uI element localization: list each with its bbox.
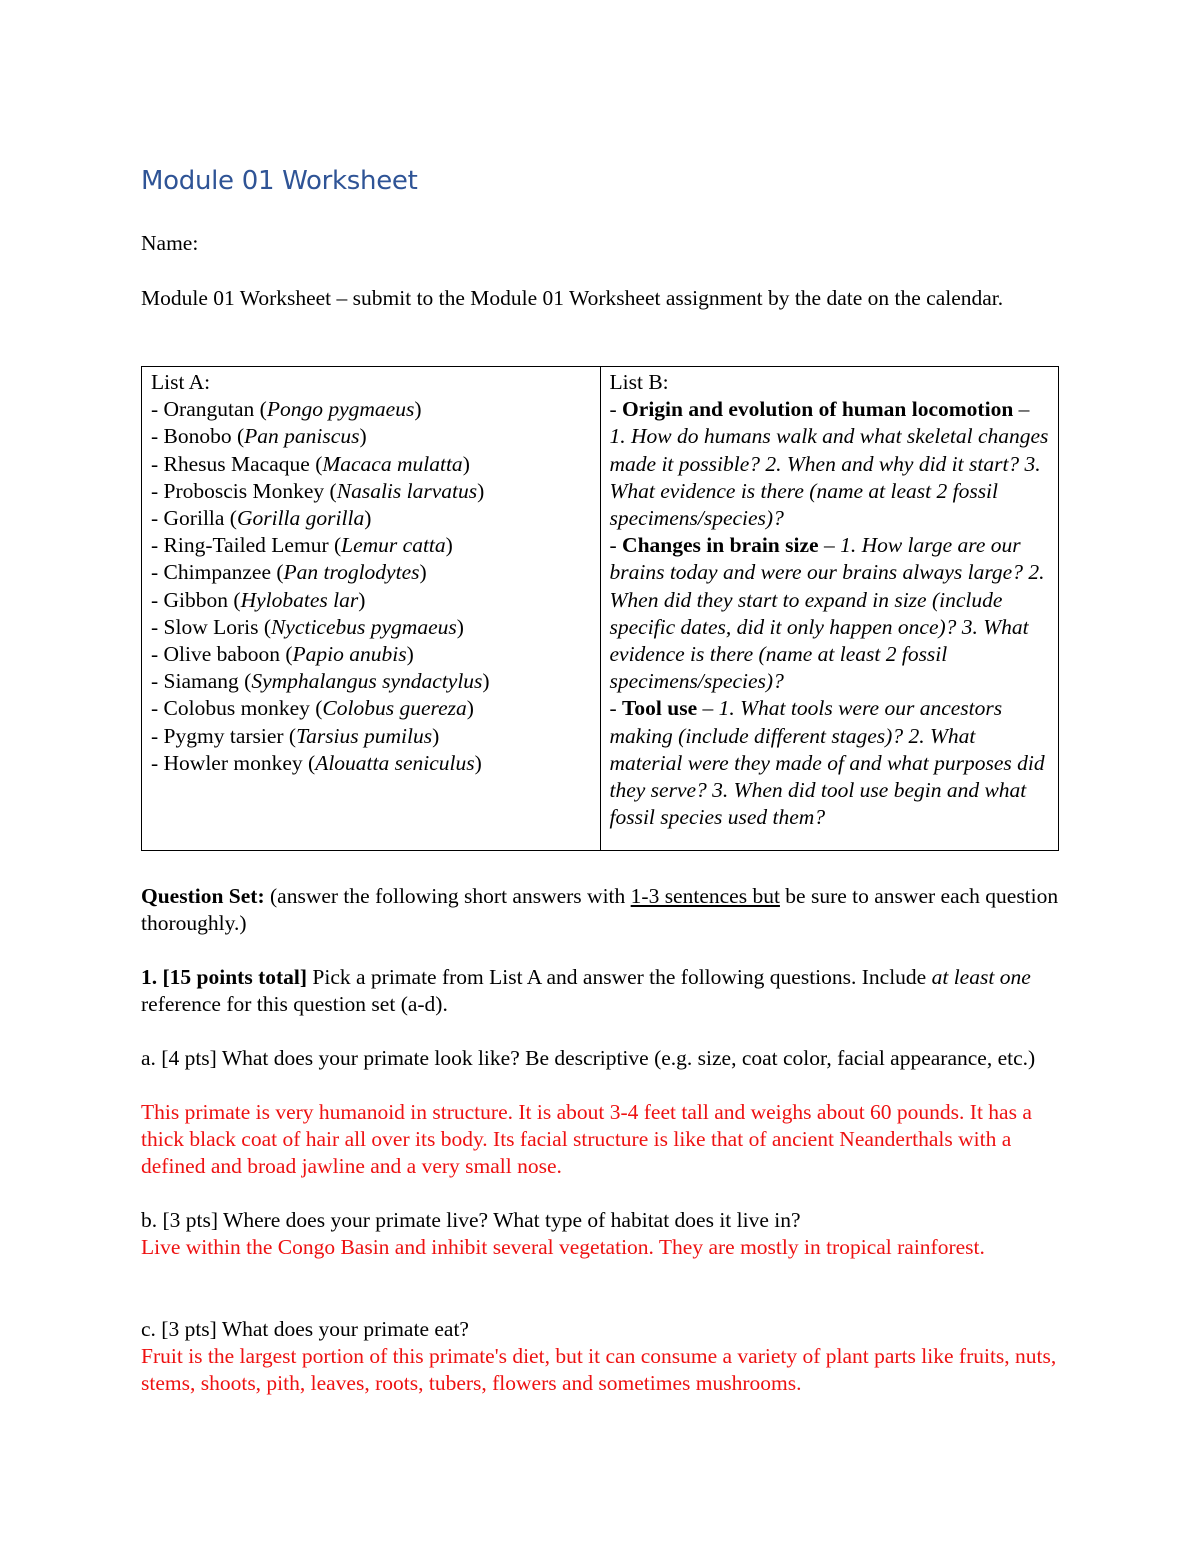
primate-common-name: - Proboscis Monkey ( <box>151 478 337 503</box>
primate-latin-name: Tarsius pumilus <box>296 723 433 748</box>
primate-close-paren: ) <box>406 642 414 667</box>
list-a-item <box>151 451 592 478</box>
list-a-item <box>151 532 592 559</box>
primate-common-name: - Colobus monkey ( <box>151 696 323 721</box>
primate-close-paren: ) <box>414 397 422 422</box>
topic-dash: - <box>609 696 623 721</box>
primate-latin-name: Colobus guereza <box>322 696 467 721</box>
primate-latin-name: Symphalangus syndactylus <box>251 669 483 694</box>
primate-common-name: - Ring-Tailed Lemur ( <box>151 533 342 558</box>
topic-title: Changes in brain size <box>622 533 819 558</box>
list-a-item <box>151 396 592 423</box>
primate-close-paren: ) <box>419 560 427 585</box>
list-a-item <box>151 614 592 641</box>
list-a-item <box>151 478 592 505</box>
topic-dash: - <box>609 533 623 558</box>
question-b: b. [3 pts] Where does your primate live? What type of habitat does it live in? <box>141 1208 801 1232</box>
list-b-cell <box>600 367 1059 851</box>
primate-close-paren: ) <box>432 723 440 748</box>
list-a-item <box>151 723 592 750</box>
primate-common-name: - Pygmy tarsier ( <box>151 723 297 748</box>
list-b-items <box>610 396 1051 831</box>
list-a-item <box>151 587 592 614</box>
primate-latin-name: Gorilla gorilla <box>236 506 365 531</box>
topic-dash: - <box>609 397 623 422</box>
list-a-item <box>151 668 592 695</box>
question-1-text-after: reference for this question set (a-d). <box>141 992 448 1016</box>
primate-latin-name: Nycticebus pygmaeus <box>271 614 457 639</box>
primate-latin-name: Alouatta seniculus <box>315 750 475 775</box>
list-a-item <box>151 750 592 777</box>
question-set-text-before: (answer the following short answers with <box>264 884 631 908</box>
primate-close-paren: ) <box>456 614 464 639</box>
topic-separator: – <box>1013 397 1030 422</box>
topic-separator: – <box>818 533 841 558</box>
primate-latin-name: Pan paniscus <box>244 424 360 449</box>
question-c: c. [3 pts] What does your primate eat? <box>141 1317 469 1341</box>
primate-latin-name: Pan troglodytes <box>283 560 420 585</box>
answer-c: Fruit is the largest portion of this primate's diet, but it can consume a variety of plant parts like fruits, nuts, stems, shoots, pith, leaves, roots, tubers, flowers and sometimes mushrooms. <box>141 1344 1057 1395</box>
list-b-topic <box>610 396 1051 532</box>
primate-common-name: - Chimpanzee ( <box>151 560 284 585</box>
list-a-cell <box>142 367 601 851</box>
primate-close-paren: ) <box>466 696 474 721</box>
question-1-text-before: Pick a primate from List A and answer the following questions. Include <box>307 965 932 989</box>
primate-common-name: - Olive baboon ( <box>151 642 293 667</box>
answer-a: This primate is very humanoid in structure. It is about 3-4 feet tall and weighs about 60 pounds. It has a thick black coat of hair all over its body. Its facial structure is like that of ancient Neanderthals with a defined and broad jawline and a very small nose. <box>141 1100 1032 1178</box>
primate-close-paren: ) <box>445 533 453 558</box>
list-a-heading: List A: <box>151 370 211 394</box>
primate-common-name: - Gorilla ( <box>151 506 237 531</box>
question-set-underlined: 1-3 sentences but <box>630 884 780 908</box>
name-label: Name: <box>141 231 199 255</box>
primate-latin-name: Papio anubis <box>292 642 407 667</box>
topic-title: Tool use <box>622 696 698 721</box>
topic-questions: 1. How large are our brains today and were our brains always large? 2. When did they start to expand in size (include specific dates, did it only happen once)? 3. What evidence is there (name at least 2 fossil specimens/species)? <box>609 533 1045 694</box>
primate-common-name: - Gibbon ( <box>151 587 241 612</box>
primate-close-paren: ) <box>359 424 367 449</box>
topic-separator: – <box>697 696 719 721</box>
primate-common-name: - Slow Loris ( <box>151 614 272 639</box>
question-1-emphasis: at least one <box>931 965 1031 989</box>
primate-latin-name: Pongo pygmaeus <box>266 397 415 422</box>
primate-latin-name: Nasalis larvatus <box>336 478 478 503</box>
question-1-number: 1. [15 points total] <box>141 965 308 989</box>
primate-close-paren: ) <box>462 451 470 476</box>
page-title: Module 01 Worksheet <box>141 166 418 196</box>
primate-common-name: - Howler monkey ( <box>151 750 316 775</box>
primate-close-paren: ) <box>477 478 485 503</box>
list-a-item <box>151 641 592 668</box>
list-a-item <box>151 423 592 450</box>
topic-questions: 1. How do humans walk and what skeletal changes made it possible? 2. When and why did it start? 3. What evidence is there (name at least 2 fossil specimens/species)? <box>609 424 1049 531</box>
primate-latin-name: Macaca mulatta <box>322 451 463 476</box>
list-a-item <box>151 559 592 586</box>
list-b-topic <box>610 532 1051 695</box>
topic-questions: 1. What tools were our ancestors making (include different stages)? 2. What material were they made of and what purposes did they serve? 3. When did tool use begin and what fossil species used them? <box>609 696 1045 830</box>
question-set-instructions <box>141 883 1059 937</box>
primate-latin-name: Hylobates lar <box>240 587 359 612</box>
lists-table <box>141 366 1059 851</box>
primate-close-paren: ) <box>474 750 482 775</box>
list-a-items <box>151 396 592 777</box>
primate-close-paren: ) <box>358 587 366 612</box>
primate-latin-name: Lemur catta <box>341 533 446 558</box>
primate-common-name: - Bonobo ( <box>151 424 245 449</box>
question-1 <box>141 964 1059 1018</box>
primate-common-name: - Siamang ( <box>151 669 252 694</box>
primate-close-paren: ) <box>364 506 372 531</box>
list-a-item <box>151 695 592 722</box>
list-b-heading: List B: <box>609 370 669 394</box>
intro-text: Module 01 Worksheet – submit to the Module 01 Worksheet assignment by the date on the calendar. <box>141 286 1004 310</box>
list-a-item <box>151 505 592 532</box>
answer-b: Live within the Congo Basin and inhibit several vegetation. They are mostly in tropical rainforest. <box>141 1235 985 1259</box>
question-set-label: Question Set: <box>141 884 265 908</box>
topic-title: Origin and evolution of human locomotion <box>622 397 1014 422</box>
question-set-text-after: be sure to answer each question thoroughly.) <box>141 884 1059 935</box>
question-a: a. [4 pts] What does your primate look like? Be descriptive (e.g. size, coat color, facial appearance, etc.) <box>141 1046 1036 1070</box>
primate-common-name: - Rhesus Macaque ( <box>151 451 323 476</box>
primate-common-name: - Orangutan ( <box>151 397 267 422</box>
primate-close-paren: ) <box>482 669 490 694</box>
list-b-topic <box>610 695 1051 831</box>
